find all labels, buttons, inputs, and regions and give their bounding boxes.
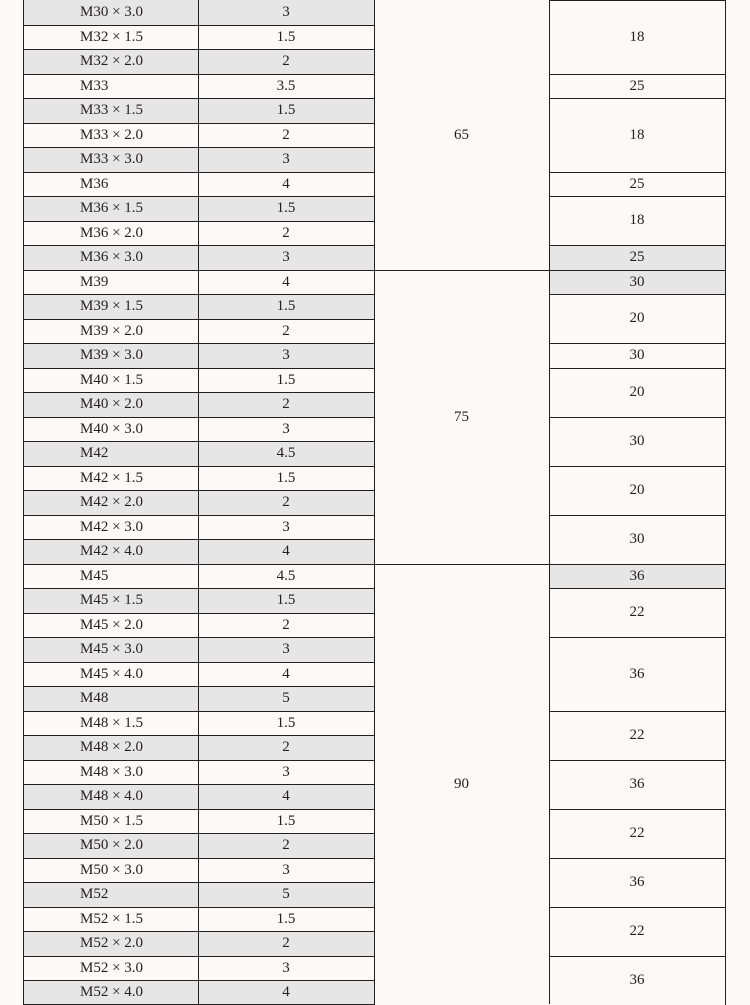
thread-size-cell: M52 × 1.5 <box>80 910 144 927</box>
right-value-cell: 25 <box>629 175 645 192</box>
thread-size-cell: M30 × 3.0 <box>80 4 144 20</box>
thread-size-cell: M32 × 2.0 <box>80 53 144 69</box>
right-value-cell: 30 <box>629 531 645 547</box>
thread-size-cell: M42 × 2.0 <box>80 494 144 510</box>
pitch-cell: 2 <box>282 739 290 755</box>
pitch-cell: 1.5 <box>276 371 296 388</box>
thread-size-cell: M52 × 2.0 <box>80 935 144 951</box>
right-value-cell: 36 <box>629 972 645 988</box>
thread-size-cell: M52 × 4.0 <box>80 984 144 1000</box>
thread-size-cell: M36 <box>80 175 109 192</box>
pitch-cell: 2 <box>282 322 290 339</box>
pitch-cell: 3 <box>282 959 290 976</box>
pitch-cell: 1.5 <box>276 200 296 216</box>
pitch-cell: 1.5 <box>276 298 296 314</box>
right-value-cell: 18 <box>629 212 645 228</box>
right-value-cell: 22 <box>629 923 645 939</box>
thread-size-cell: M50 × 2.0 <box>80 837 144 853</box>
right-value-cell: 22 <box>629 604 645 620</box>
group-value-cell: 75 <box>454 408 469 425</box>
pitch-cell: 4 <box>282 984 290 1000</box>
pitch-cell: 4 <box>282 273 290 290</box>
right-value-cell: 22 <box>629 727 645 743</box>
thread-size-cell: M39 × 1.5 <box>80 298 144 314</box>
thread-size-cell: M36 × 2.0 <box>80 224 144 241</box>
thread-size-cell: M33 × 3.0 <box>80 151 144 167</box>
thread-size-cell: M33 × 2.0 <box>80 126 144 143</box>
pitch-cell: 2 <box>282 53 290 69</box>
thread-size-cell: M45 × 4.0 <box>80 665 144 682</box>
right-value-cell: 30 <box>629 347 645 363</box>
pitch-cell: 1.5 <box>276 28 296 45</box>
right-value-cell: 20 <box>629 384 645 400</box>
thread-size-cell: M45 <box>80 567 109 584</box>
right-value-cell: 36 <box>629 874 645 890</box>
pitch-cell: 4 <box>282 175 290 192</box>
thread-size-cell: M45 × 1.5 <box>80 592 144 608</box>
pitch-cell: 4.5 <box>276 567 296 584</box>
right-value-cell: 18 <box>629 28 645 45</box>
thread-size-cell: M40 × 1.5 <box>80 371 144 388</box>
thread-size-cell: M52 × 3.0 <box>80 959 144 976</box>
pitch-cell: 3 <box>282 763 290 780</box>
pitch-cell: 3 <box>282 420 290 437</box>
pitch-cell: 4 <box>282 543 290 559</box>
thread-size-cell: M45 × 3.0 <box>80 641 144 657</box>
group-value-cell: 90 <box>454 776 469 792</box>
right-value-cell: 36 <box>629 776 645 792</box>
thread-size-cell: M36 × 3.0 <box>80 249 144 265</box>
pitch-cell: 1.5 <box>276 910 296 927</box>
pitch-cell: 3 <box>282 641 290 657</box>
pitch-cell: 5 <box>282 690 290 706</box>
right-value-cell: 30 <box>629 433 645 449</box>
thread-size-cell: M40 × 2.0 <box>80 396 144 412</box>
thread-size-cell: M48 <box>80 690 109 706</box>
pitch-cell: 3.5 <box>276 77 296 94</box>
thread-size-cell: M33 × 1.5 <box>80 102 144 118</box>
pitch-cell: 2 <box>282 494 290 510</box>
pitch-cell: 3 <box>282 249 290 265</box>
pitch-cell: 2 <box>282 935 290 951</box>
right-value-cell: 36 <box>629 665 645 682</box>
pitch-cell: 2 <box>282 396 290 412</box>
thread-size-cell: M39 <box>80 273 109 290</box>
right-value-cell: 20 <box>629 482 645 498</box>
thread-size-cell: M39 × 2.0 <box>80 322 144 339</box>
right-value-cell: 18 <box>629 126 645 143</box>
thread-size-cell: M45 × 2.0 <box>80 616 144 633</box>
pitch-cell: 3 <box>282 861 290 878</box>
thread-size-cell: M33 <box>80 77 109 94</box>
right-value-cell: 36 <box>629 567 645 584</box>
thread-size-cell: M48 × 4.0 <box>80 788 144 804</box>
pitch-cell: 1.5 <box>276 469 296 486</box>
right-value-cell: 22 <box>629 825 645 841</box>
thread-size-cell: M42 × 3.0 <box>80 518 144 535</box>
thread-size-cell: M50 × 1.5 <box>80 812 144 829</box>
right-border <box>725 0 726 1005</box>
thread-size-cell: M50 × 3.0 <box>80 861 144 878</box>
thread-size-cell: M42 <box>80 445 109 461</box>
right-value-cell: 20 <box>629 310 645 326</box>
thread-size-cell: M39 × 3.0 <box>80 347 144 363</box>
group-value-cell: 65 <box>454 126 469 143</box>
thread-size-cell: M42 × 4.0 <box>80 543 144 559</box>
thread-size-cell: M48 × 1.5 <box>80 714 144 731</box>
pitch-cell: 1.5 <box>276 714 296 731</box>
pitch-cell: 1.5 <box>276 102 296 118</box>
pitch-cell: 4 <box>282 665 290 682</box>
thread-size-cell: M36 × 1.5 <box>80 200 144 216</box>
pitch-cell: 4 <box>282 788 290 804</box>
thread-size-cell: M42 × 1.5 <box>80 469 144 486</box>
thread-size-cell: M32 × 1.5 <box>80 28 144 45</box>
thread-size-cell: M48 × 2.0 <box>80 739 144 755</box>
pitch-cell: 5 <box>282 886 290 902</box>
pitch-cell: 1.5 <box>276 592 296 608</box>
right-value-cell: 30 <box>629 273 645 290</box>
right-value-cell: 25 <box>629 249 645 265</box>
pitch-cell: 1.5 <box>276 812 296 829</box>
pitch-cell: 2 <box>282 837 290 853</box>
thread-size-cell: M40 × 3.0 <box>80 420 144 437</box>
pitch-cell: 2 <box>282 224 290 241</box>
pitch-cell: 2 <box>282 616 290 633</box>
pitch-cell: 4.5 <box>276 445 296 461</box>
thread-size-cell: M52 <box>80 886 109 902</box>
right-value-cell: 25 <box>629 77 645 94</box>
thread-size-cell: M48 × 3.0 <box>80 763 144 780</box>
pitch-cell: 3 <box>282 347 290 363</box>
pitch-cell: 3 <box>282 4 290 20</box>
pitch-cell: 2 <box>282 126 290 143</box>
pitch-cell: 3 <box>282 151 290 167</box>
pitch-cell: 3 <box>282 518 290 535</box>
